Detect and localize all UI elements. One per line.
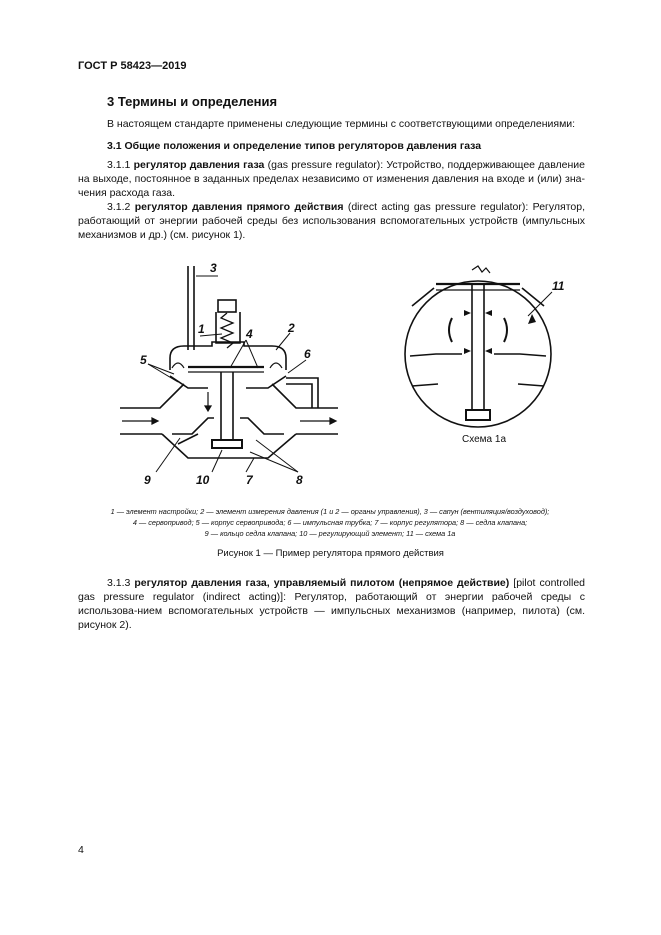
schema-1a-label: Схема 1а bbox=[462, 434, 507, 445]
document-header: ГОСТ Р 58423—2019 bbox=[78, 60, 187, 72]
figure-caption: Рисунок 1 — Пример регулятора прямого действия bbox=[217, 548, 444, 559]
term-name: регулятор давления газа, управляемый пилотом (непрямое действие) bbox=[134, 577, 510, 589]
label-8: 8 bbox=[296, 473, 303, 487]
page-number: 4 bbox=[78, 844, 84, 856]
label-6: 6 bbox=[304, 347, 311, 361]
term-number: 3.1.1 bbox=[107, 159, 131, 171]
term-3-1-1 bbox=[78, 158, 585, 200]
label-4: 4 bbox=[246, 327, 253, 341]
section-intro: В настоящем стандарте применены следующие термины с соответствующими определениями: bbox=[107, 118, 576, 130]
term-definition: (direct acting gas pressure regulator): Регулятор, работающий от энергии рабочей среды без использования вспомогательных устройств (импульсных механизмов и др.) (см. рисунок 1). bbox=[78, 201, 585, 241]
term-definition: (gas pressure regulator): Устройство, поддерживающее давление на выходе, постоянное в заданных пределах независимо от изменения давления на входе и (или) зна-чения расхода газа. bbox=[78, 159, 586, 199]
label-1: 1 bbox=[198, 322, 205, 336]
legend-line: 1 — элемент настройки; 2 — элемент измерения давления (1 и 2 — органы управления), 3 — сапун (вентиляция/воздуховод); bbox=[110, 507, 550, 516]
term-3-1-2 bbox=[78, 200, 585, 242]
legend-line: 4 — сервопривод; 5 — корпус сервопривода; 6 — импульсная трубка; 7 — корпус регулятора; 8 — седла клапана; bbox=[132, 518, 528, 527]
term-number: 3.1.2 bbox=[107, 201, 131, 213]
label-2: 2 bbox=[288, 321, 295, 335]
label-7: 7 bbox=[246, 473, 253, 487]
legend-line: 9 — кольцо седла клапана; 10 — регулирующий элемент; 11 — схема 1а bbox=[204, 529, 456, 538]
section-title: 3 Термины и определения bbox=[107, 94, 278, 109]
label-9: 9 bbox=[144, 473, 151, 487]
label-5: 5 bbox=[140, 353, 147, 367]
label-10: 10 bbox=[196, 473, 210, 487]
regulator-drawing bbox=[100, 258, 580, 493]
term-name: регулятор давления газа bbox=[133, 159, 265, 171]
subsection-title: 3.1 Общие положения и определение типов регуляторов давления газа bbox=[107, 140, 482, 152]
term-3-1-3 bbox=[78, 576, 585, 632]
term-number: 3.1.3 bbox=[107, 577, 131, 589]
term-name: регулятор давления прямого действия bbox=[134, 201, 344, 213]
figure-legend bbox=[70, 506, 590, 539]
label-11: 11 bbox=[552, 279, 565, 293]
label-3: 3 bbox=[210, 261, 217, 275]
figure-1-diagram bbox=[100, 258, 580, 493]
term-definition: [pilot controlled gas pressure regulator (indirect acting)]: Регулятор, работающий от энергии рабочей среды с использова-нием вспомогательных устройств — импульсных механизмов (например, пилота) (см. рисунок 2). bbox=[78, 577, 586, 631]
